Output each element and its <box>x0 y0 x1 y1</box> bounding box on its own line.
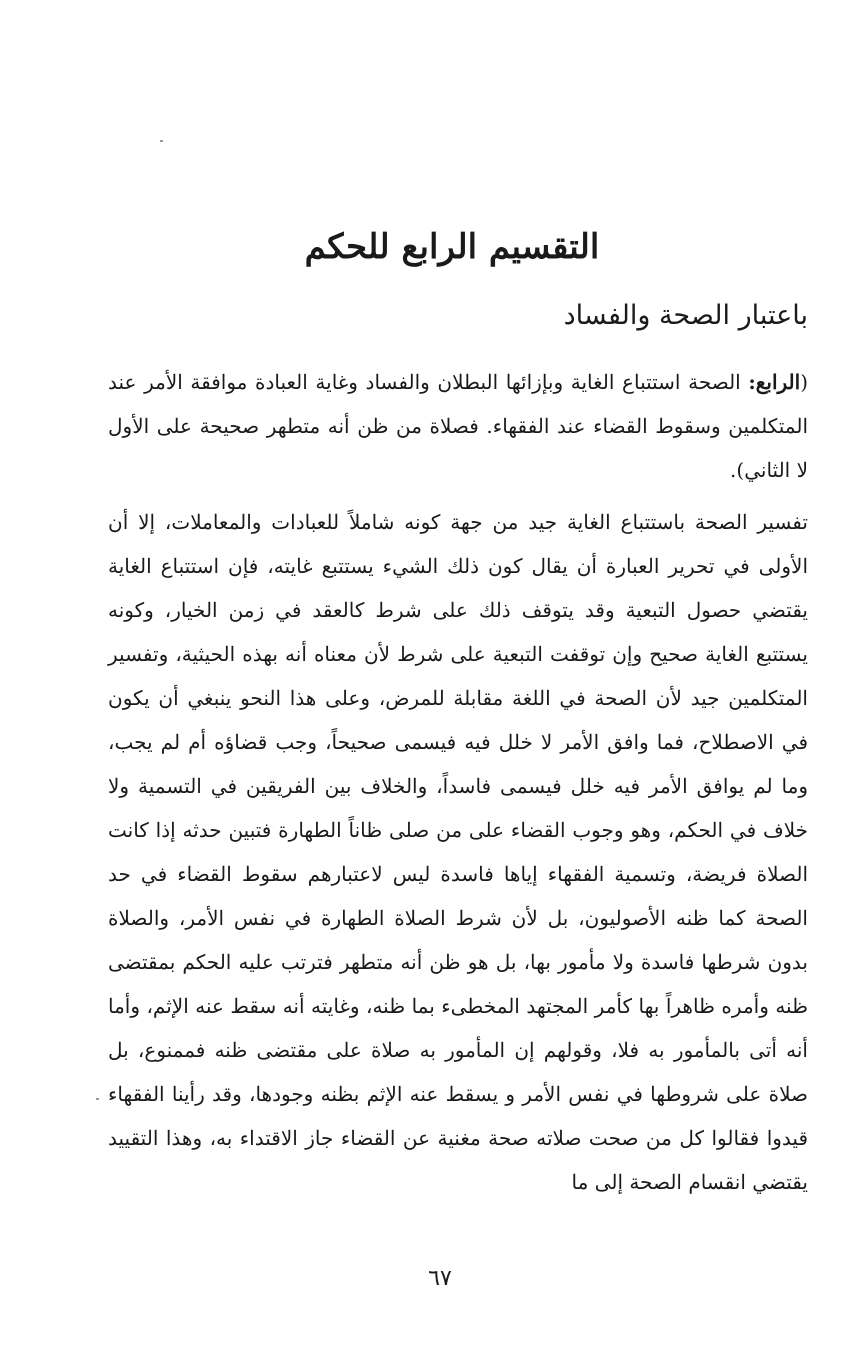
rule-label: الرابع: <box>748 370 801 394</box>
chapter-title: التقسيم الرابع للحكم <box>304 227 600 267</box>
rule-text: الصحة استتباع الغاية وبإزائها البطلان والفساد وغاية العبادة موافقة الأمر عند المتكلمين وسقوط القضاء عند الفقهاء. فصلاة من ظن أنه متطهر صحيحة على الأول لا الثاني). <box>108 370 808 482</box>
scan-speck <box>96 1098 99 1100</box>
scan-speck <box>160 140 163 142</box>
chapter-subtitle: باعتبار الصحة والفساد <box>563 300 808 331</box>
page-number: ٦٧ <box>428 1266 452 1291</box>
quoted-rule <box>108 360 808 492</box>
quote-open: ( <box>800 370 808 394</box>
commentary-paragraph: تفسير الصحة باستتباع الغاية جيد من جهة كونه شاملاً للعبادات والمعاملات، إلا أن الأولى في تحرير العبارة أن يقال كون ذلك الشيء يستتبع غايته، فإن استتباع الغاية يقتضي حصول التبعية وقد يتوقف ذلك على شرط كالعقد في زمن الخيار، وكونه يستتبع الغاية صحيح وإن توقفت التبعية على شرط لأن معناه أنه بهذه الحيثية، وتفسير المتكلمين جيد لأن الصحة في اللغة مقابلة للمرض، وعلى هذا النحو ينبغي أن يكون في الاصطلاح، فما وافق الأمر لا خلل فيه فيسمى صحيحاً، وجب قضاؤه أم لم يجب، وما لم يوافق الأمر فيه خلل فيسمى فاسداً، والخلاف بين الفريقين في التسمية ولا خلاف في الحكم، وهو وجوب القضاء على من صلى ظاناً الطهارة فتبين حدثه إذا كانت الصلاة فريضة، وتسمية الفقهاء إياها فاسدة ليس لاعتبارهم سقوط القضاء في حد الصحة كما ظنه الأصوليون، بل لأن شرط الصلاة الطهارة في نفس الأمر، والصلاة بدون شرطها فاسدة ولا مأمور بها، بل هو ظن أنه متطهر فترتب عليه الحكم بمقتضى ظنه وأمره ظاهراً بها كأمر المجتهد المخطىء بما ظنه، وغايته أنه سقط عنه الإثم، وأما أنه أتى بالمأمور به فلا، وقولهم إن المأمور به صلاة على مقتضى ظنه فممنوع، بل صلاة على شروطها في نفس الأمر و يسقط عنه الإثم بظنه وجودها، وقد رأينا الفقهاء قيدوا فقالوا كل من صحت صلاته صحة مغنية عن القضاء جاز الاقتداء به، وهذا التقييد يقتضي انقسام الصحة إلى ما <box>108 510 809 1194</box>
